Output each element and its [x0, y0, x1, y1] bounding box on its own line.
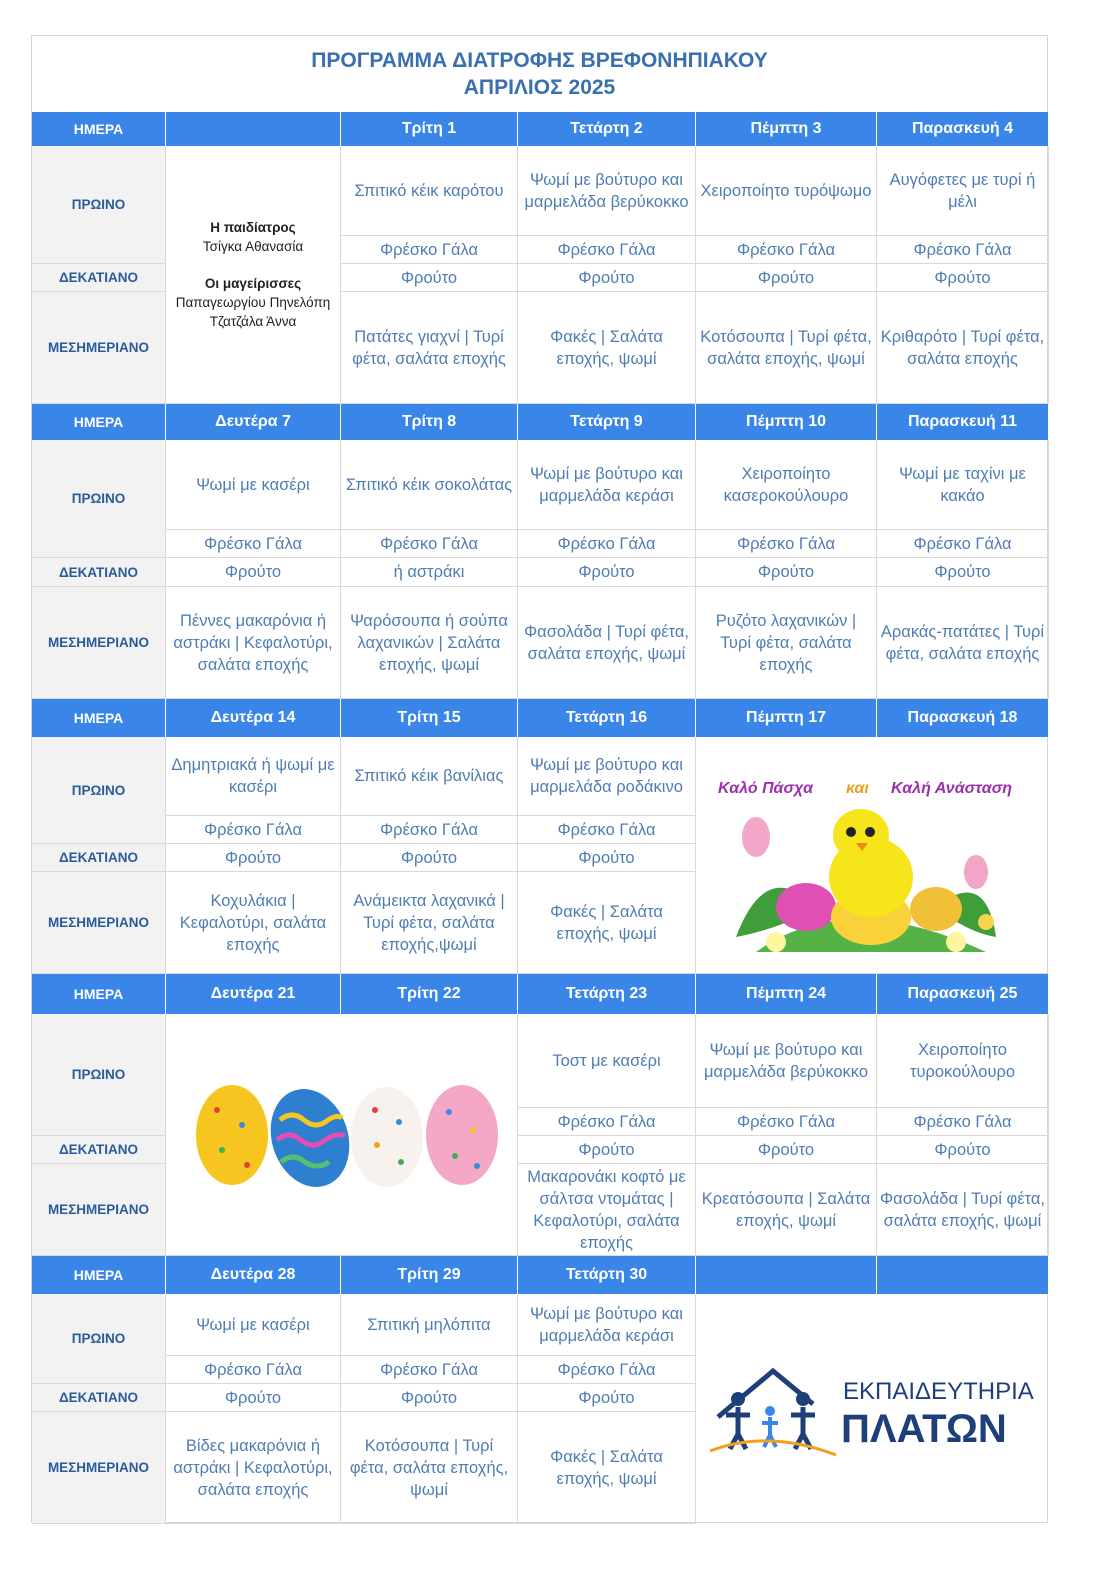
milk-cell: Φρέσκο Γάλα [696, 1108, 877, 1136]
snack-cell: Φρούτο [518, 558, 696, 587]
row-label-snack: ΔΕΚΑΤΙΑΝΟ [32, 844, 166, 872]
breakfast-cell: Ψωμί με βούτυρο και μαρμελάδα ροδάκινο [518, 737, 696, 816]
day-header-4-4: Πέμπτη 24 [696, 974, 877, 1014]
snack-cell: Φρούτο [166, 1384, 341, 1412]
easter-chick-image [696, 737, 1049, 974]
breakfast-cell: Σπιτικό κέικ βανίλιας [341, 737, 518, 816]
day-header-1-1 [166, 112, 341, 146]
milk-cell: Φρέσκο Γάλα [518, 1108, 696, 1136]
day-header-5-4 [696, 1256, 877, 1294]
day-header-label: ΗΜΕΡΑ [32, 974, 166, 1014]
day-header-4-3: Τετάρτη 23 [518, 974, 696, 1014]
snack-cell: Φρούτο [696, 558, 877, 587]
milk-cell: Φρέσκο Γάλα [166, 530, 341, 558]
row-label-snack: ΔΕΚΑΤΙΑΝΟ [32, 558, 166, 587]
lunch-cell: Βίδες μακαρόνια ή αστράκι | Κεφαλοτύρι, σαλάτα εποχής [166, 1412, 341, 1524]
greeting-right: Καλή Ανάσταση [891, 780, 1013, 797]
day-header-4-5: Παρασκευή 25 [877, 974, 1049, 1014]
snack-cell: Φρούτο [877, 558, 1049, 587]
breakfast-cell: Ψωμί με κασέρι [166, 1294, 341, 1356]
breakfast-cell: Ψωμί με βούτυρο και μαρμελάδα βερύκοκκο [696, 1014, 877, 1108]
day-header-2-3: Τετάρτη 9 [518, 404, 696, 440]
milk-cell: Φρέσκο Γάλα [341, 1356, 518, 1384]
day-header-1-2: Τρίτη 1 [341, 112, 518, 146]
lunch-cell: Πέννες μακαρόνια ή αστράκι | Κεφαλοτύρι, σαλάτα εποχής [166, 587, 341, 699]
day-header-5-1: Δευτέρα 28 [166, 1256, 341, 1294]
day-header-1-3: Τετάρτη 2 [518, 112, 696, 146]
day-header-2-5: Παρασκευή 11 [877, 404, 1049, 440]
snack-cell: Φρούτο [877, 1136, 1049, 1164]
page-title [32, 36, 1047, 113]
day-header-label: ΗΜΕΡΑ [32, 699, 166, 737]
snack-cell: Φρούτο [877, 264, 1049, 292]
milk-cell: Φρέσκο Γάλα [696, 236, 877, 264]
milk-cell: Φρέσκο Γάλα [518, 1356, 696, 1384]
snack-cell: Φρούτο [696, 1136, 877, 1164]
row-label-lunch: ΜΕΣΗΜΕΡΙΑΝΟ [32, 587, 166, 699]
milk-cell: Φρέσκο Γάλα [166, 1356, 341, 1384]
title-line-1: ΠΡΟΓΡΑΜΜΑ ΔΙΑΤΡΟΦΗΣ ΒΡΕΦΟΝΗΠΙΑΚΟΥ [311, 49, 768, 72]
day-header-label: ΗΜΕΡΑ [32, 112, 166, 146]
breakfast-cell: Ψωμί με κασέρι [166, 440, 341, 530]
snack-cell: Φρούτο [341, 264, 518, 292]
breakfast-cell: Αυγόφετες με τυρί ή μέλι [877, 146, 1049, 236]
row-label-lunch: ΜΕΣΗΜΕΡΙΑΝΟ [32, 1164, 166, 1256]
row-label-breakfast: ΠΡΩΙΝΟ [32, 1294, 166, 1384]
breakfast-cell: Τοστ με κασέρι [518, 1014, 696, 1108]
row-label-lunch: ΜΕΣΗΜΕΡΙΑΝΟ [32, 872, 166, 974]
day-header-2-1: Δευτέρα 7 [166, 404, 341, 440]
lunch-cell: Μακαρονάκι κοφτό με σάλτσα ντομάτας | Κεφαλοτύρι, σαλάτα εποχής [518, 1164, 696, 1256]
pediatrician-title: Η παιδίατρος [210, 220, 296, 235]
lunch-cell: Φασολάδα | Τυρί φέτα, σαλάτα εποχής, ψωμί [877, 1164, 1049, 1256]
lunch-cell: Φακές | Σαλάτα εποχής, ψωμί [518, 872, 696, 974]
day-header-3-3: Τετάρτη 16 [518, 699, 696, 737]
easter-chick-panel [696, 737, 1049, 974]
snack-cell: ή αστράκι [341, 558, 518, 587]
lunch-cell: Φακές | Σαλάτα εποχής, ψωμί [518, 292, 696, 404]
breakfast-cell: Χειροποίητο κασεροκούλουρο [696, 440, 877, 530]
day-header-2-2: Τρίτη 8 [341, 404, 518, 440]
lunch-cell: Ανάμεικτα λαχανικά | Τυρί φέτα, σαλάτα εποχής,ψωμί [341, 872, 518, 974]
row-label-breakfast: ΠΡΩΙΝΟ [32, 440, 166, 558]
day-header-4-1: Δευτέρα 21 [166, 974, 341, 1014]
lunch-cell: Κρεατόσουπα | Σαλάτα εποχής, ψωμί [696, 1164, 877, 1256]
breakfast-cell: Σπιτικό κέικ σοκολάτας [341, 440, 518, 530]
day-header-1-5: Παρασκευή 4 [877, 112, 1049, 146]
lunch-cell: Ρυζότο λαχανικών | Τυρί φέτα, σαλάτα εποχής [696, 587, 877, 699]
day-header-3-2: Τρίτη 15 [341, 699, 518, 737]
milk-cell: Φρέσκο Γάλα [341, 236, 518, 264]
milk-cell: Φρέσκο Γάλα [341, 530, 518, 558]
menu-sheet [31, 35, 1048, 1523]
school-logo-panel [696, 1294, 1049, 1524]
row-label-lunch: ΜΕΣΗΜΕΡΙΑΝΟ [32, 292, 166, 404]
lunch-cell: Κοχυλάκια | Κεφαλοτύρι, σαλάτα εποχής [166, 872, 341, 974]
breakfast-cell: Σπιτική μηλόπιτα [341, 1294, 518, 1356]
milk-cell: Φρέσκο Γάλα [341, 816, 518, 844]
day-header-3-4: Πέμπτη 17 [696, 699, 877, 737]
snack-cell: Φρούτο [341, 844, 518, 872]
school-logo [708, 1359, 1038, 1459]
milk-cell: Φρέσκο Γάλα [518, 530, 696, 558]
greeting-left: Καλό Πάσχα [718, 780, 814, 797]
day-header-label: ΗΜΕΡΑ [32, 404, 166, 440]
lunch-cell: Κοτόσουπα | Τυρί φέτα, σαλάτα εποχής, ψωμί [696, 292, 877, 404]
lunch-cell: Φακές | Σαλάτα εποχής, ψωμί [518, 1412, 696, 1524]
cooks-title: Οι μαγείρισσες [204, 276, 302, 291]
logo-line-1: ΕΚΠΑΙΔΕΥΤΗΡΙΑ [842, 1378, 1034, 1405]
milk-cell: Φρέσκο Γάλα [877, 1108, 1049, 1136]
breakfast-cell: Ψωμί με ταχίνι με κακάο [877, 440, 1049, 530]
easter-eggs-panel [166, 1014, 518, 1256]
milk-cell: Φρέσκο Γάλα [696, 530, 877, 558]
breakfast-cell: Χειροποίητο τυρόψωμο [696, 146, 877, 236]
snack-cell: Φρούτο [696, 264, 877, 292]
day-header-5-3: Τετάρτη 30 [518, 1256, 696, 1294]
snack-cell: Φρούτο [518, 264, 696, 292]
day-header-5-5 [877, 1256, 1049, 1294]
lunch-cell: Αρακάς-πατάτες | Τυρί φέτα, σαλάτα εποχής [877, 587, 1049, 699]
logo-line-2: ΠΛΑΤΩΝ [840, 1407, 1007, 1451]
breakfast-cell: Χειροποίητο τυροκούλουρο [877, 1014, 1049, 1108]
cook-name-2: Τζατζάλα Άννα [209, 314, 297, 329]
staff-info [166, 146, 341, 404]
milk-cell: Φρέσκο Γάλα [877, 530, 1049, 558]
lunch-cell: Ψαρόσουπα ή σούπα λαχανικών | Σαλάτα εποχής, ψωμί [341, 587, 518, 699]
snack-cell: Φρούτο [518, 1136, 696, 1164]
day-header-label: ΗΜΕΡΑ [32, 1256, 166, 1294]
lunch-cell: Κοτόσουπα | Τυρί φέτα, σαλάτα εποχής, ψωμί [341, 1412, 518, 1524]
lunch-cell: Πατάτες γιαχνί | Τυρί φέτα, σαλάτα εποχής [341, 292, 518, 404]
cook-name-1: Παπαγεωργίου Πηνελόπη [175, 295, 331, 310]
breakfast-cell: Δημητριακά ή ψωμί με κασέρι [166, 737, 341, 816]
day-header-3-1: Δευτέρα 14 [166, 699, 341, 737]
easter-eggs-image [177, 1070, 507, 1200]
row-label-breakfast: ΠΡΩΙΝΟ [32, 737, 166, 844]
day-header-2-4: Πέμπτη 10 [696, 404, 877, 440]
milk-cell: Φρέσκο Γάλα [877, 236, 1049, 264]
pediatrician-name: Τσίγκα Αθανασία [202, 239, 304, 254]
lunch-cell: Κριθαρότο | Τυρί φέτα, σαλάτα εποχής [877, 292, 1049, 404]
breakfast-cell: Ψωμί με βούτυρο και μαρμελάδα βερύκοκκο [518, 146, 696, 236]
snack-cell: Φρούτο [518, 1384, 696, 1412]
title-line-2: ΑΠΡΙΛΙΟΣ 2025 [463, 76, 616, 99]
snack-cell: Φρούτο [166, 844, 341, 872]
day-header-3-5: Παρασκευή 18 [877, 699, 1049, 737]
row-label-breakfast: ΠΡΩΙΝΟ [32, 146, 166, 264]
day-header-1-4: Πέμπτη 3 [696, 112, 877, 146]
milk-cell: Φρέσκο Γάλα [166, 816, 341, 844]
breakfast-cell: Ψωμί με βούτυρο και μαρμελάδα κεράσι [518, 1294, 696, 1356]
day-header-4-2: Τρίτη 22 [341, 974, 518, 1014]
snack-cell: Φρούτο [518, 844, 696, 872]
breakfast-cell: Ψωμί με βούτυρο και μαρμελάδα κεράσι [518, 440, 696, 530]
milk-cell: Φρέσκο Γάλα [518, 236, 696, 264]
greeting-mid: και [846, 780, 869, 797]
day-header-5-2: Τρίτη 29 [341, 1256, 518, 1294]
snack-cell: Φρούτο [166, 558, 341, 587]
breakfast-cell: Σπιτικό κέικ καρότου [341, 146, 518, 236]
row-label-breakfast: ΠΡΩΙΝΟ [32, 1014, 166, 1136]
row-label-lunch: ΜΕΣΗΜΕΡΙΑΝΟ [32, 1412, 166, 1524]
lunch-cell: Φασολάδα | Τυρί φέτα, σαλάτα εποχής, ψωμί [518, 587, 696, 699]
snack-cell: Φρούτο [341, 1384, 518, 1412]
row-label-snack: ΔΕΚΑΤΙΑΝΟ [32, 1136, 166, 1164]
row-label-snack: ΔΕΚΑΤΙΑΝΟ [32, 264, 166, 292]
milk-cell: Φρέσκο Γάλα [518, 816, 696, 844]
row-label-snack: ΔΕΚΑΤΙΑΝΟ [32, 1384, 166, 1412]
